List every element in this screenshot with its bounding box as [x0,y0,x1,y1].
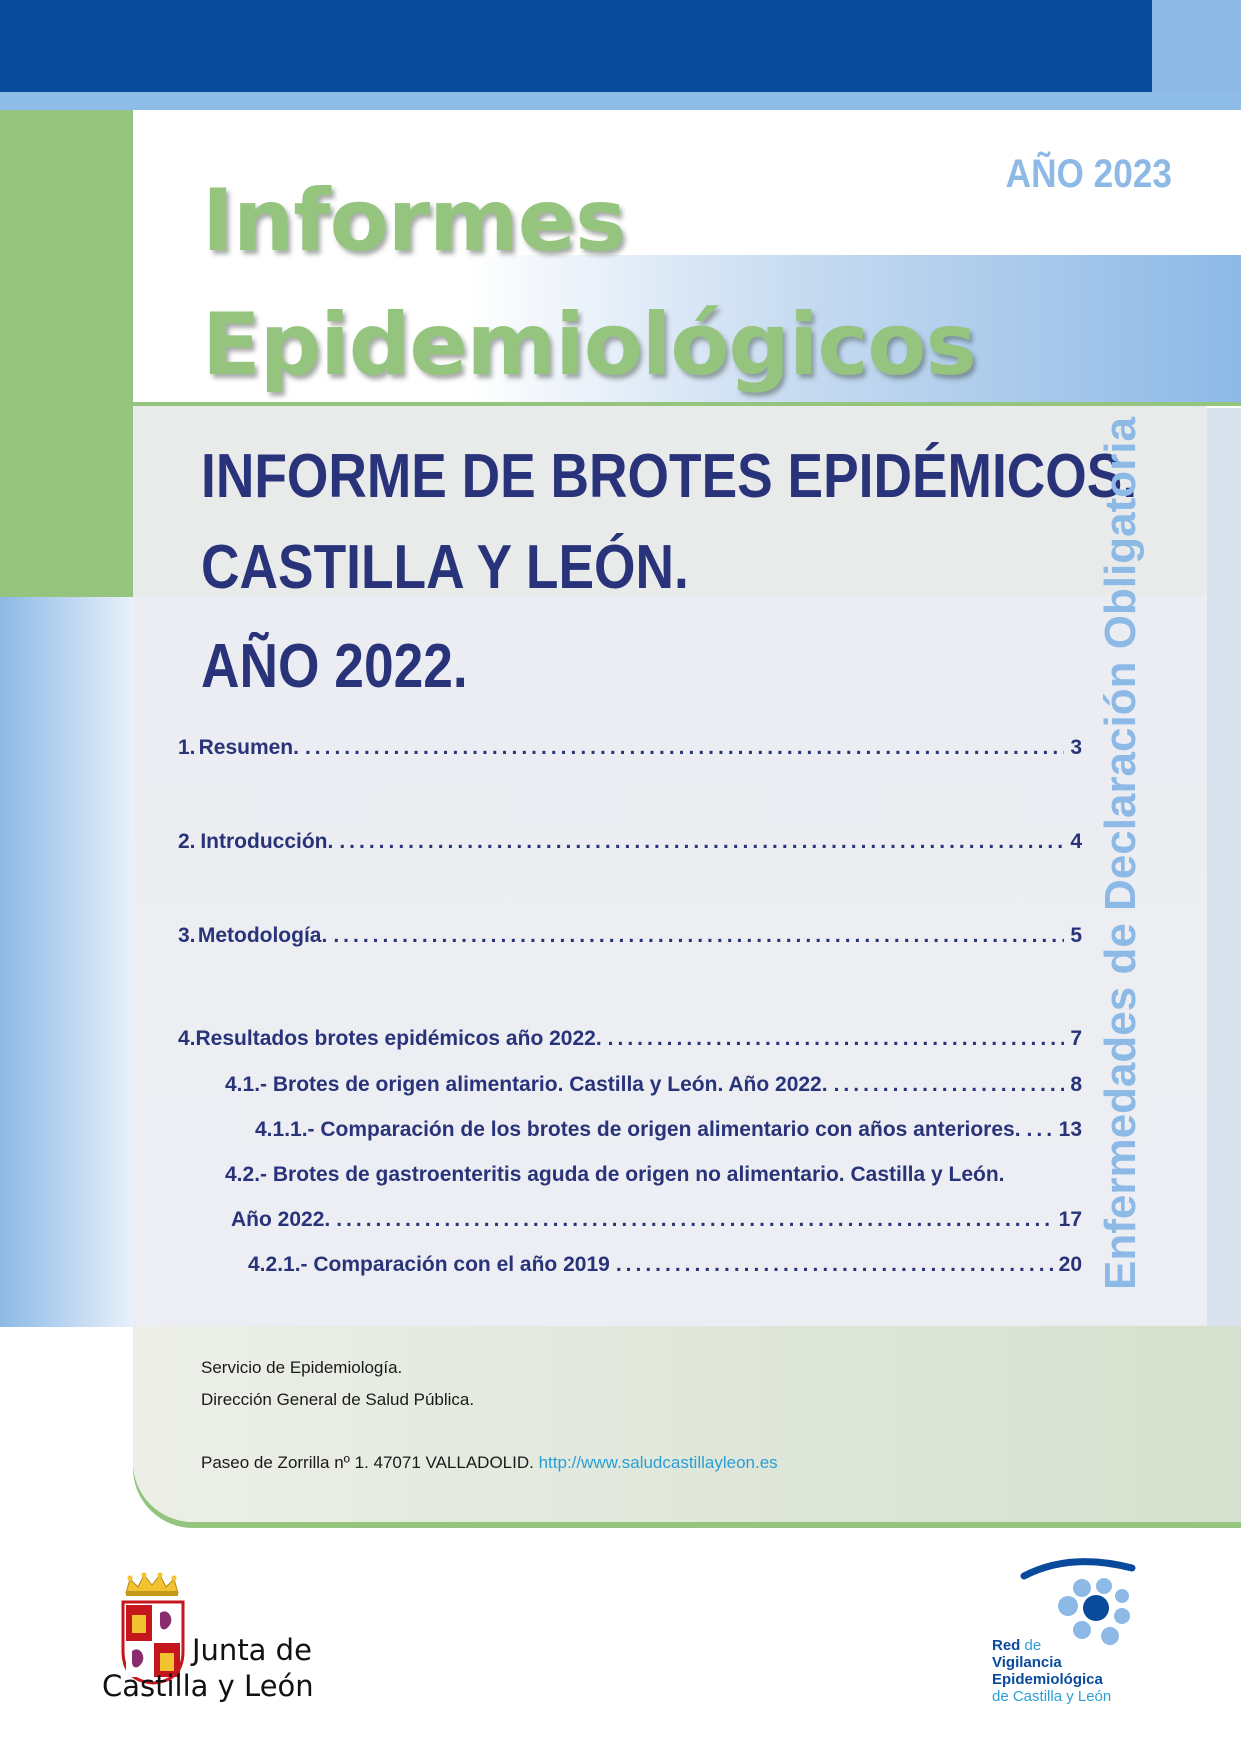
red-logo-line-2: Vigilancia [992,1654,1062,1671]
junta-castilla-leon-logo [100,1563,340,1713]
toc-item[interactable] [178,924,1082,948]
toc-page: 5 [1070,924,1082,947]
toc-item[interactable] [248,1253,1082,1277]
footer-address: Paseo de Zorrilla nº 1. 47071 VALLADOLID. [201,1453,534,1472]
toc-number: 2. [178,830,196,853]
report-title-line-3: AÑO 2022. [201,632,468,701]
side-label: Enfermedades de Declaración Obligatoria [1096,417,1145,1290]
toc-page: 13 [1058,1118,1082,1141]
toc-number: 3. [178,924,196,947]
toc-title: 4.2.- Brotes de gastroenteritis aguda de origen no alimentario. Castilla y León. [225,1163,1005,1186]
red-logo-line-4: de Castilla y León [992,1688,1112,1705]
toc-item[interactable] [178,830,1082,854]
website-link[interactable]: http://www.saludcastillayleon.es [538,1453,778,1472]
top-band [0,0,1152,92]
footer-directorate: Dirección General de Salud Pública. [201,1390,475,1409]
top-band-accent [1152,0,1241,92]
toc-title: Introducción. [200,830,334,853]
toc-title: Resultados brotes epidémicos año 2022. [195,1027,602,1050]
toc-title: Resumen. [198,736,299,759]
toc-leader [834,1073,1065,1097]
toc-page: 17 [1058,1208,1082,1231]
toc-number: 4. [178,1027,196,1050]
toc-item[interactable] [225,1073,1082,1097]
brand-title-line-2: Epidemiológicos [202,295,976,395]
toc-page: 20 [1058,1253,1082,1276]
toc-title: 4.1.1.- Comparación de los brotes de origen alimentario con años anteriores. [255,1118,1021,1141]
crown-icon [122,1571,182,1597]
toc-leader [333,924,1064,948]
toc-item[interactable] [178,736,1082,760]
toc-leader [305,736,1064,760]
junta-logo-line-1: Junta de [192,1633,312,1667]
toc-title: 4.2.1.- Comparación con el año 2019 [248,1253,610,1276]
toc-item[interactable] [178,1027,1082,1051]
toc-item[interactable] [225,1163,1082,1187]
toc-leader [339,830,1064,854]
footer-panel [133,1326,1241,1522]
toc-leader [1027,1118,1053,1142]
right-side-strip [1207,408,1241,1326]
report-title-line-2: CASTILLA Y LEÓN. [201,533,689,602]
toc-leader [608,1027,1065,1051]
footer-address-line [201,1453,778,1473]
toc-page: 8 [1070,1073,1082,1096]
brand-title-line-1: Informes [202,171,626,271]
top-stripe [0,92,1241,110]
red-logo-line-3: Epidemiológica [992,1671,1103,1688]
toc-leader [616,1253,1053,1277]
left-blue-bar [0,597,133,1327]
footer-service: Servicio de Epidemiología. [201,1358,403,1377]
toc-page: 3 [1070,736,1082,759]
report-title-line-1: INFORME DE BROTES EPIDÉMICOS. [201,442,1138,511]
toc-page: 4 [1070,830,1082,853]
red-vigilancia-logo [990,1556,1160,1716]
toc-leader [336,1208,1052,1232]
toc-number: 1. [178,736,196,759]
toc-page: 7 [1070,1027,1082,1050]
junta-logo-line-2: Castilla y León [102,1669,314,1703]
toc-title: Año 2022. [231,1208,331,1231]
left-green-bar [0,110,133,597]
year-badge: AÑO 2023 [1005,152,1172,196]
toc-title: Metodología. [197,924,328,947]
toc-item[interactable] [255,1118,1082,1142]
toc-title: 4.1.- Brotes de origen alimentario. Castilla y León. Año 2022. [225,1073,828,1096]
toc-item[interactable] [231,1208,1082,1232]
red-logo-line-1: Red de [992,1637,1042,1654]
